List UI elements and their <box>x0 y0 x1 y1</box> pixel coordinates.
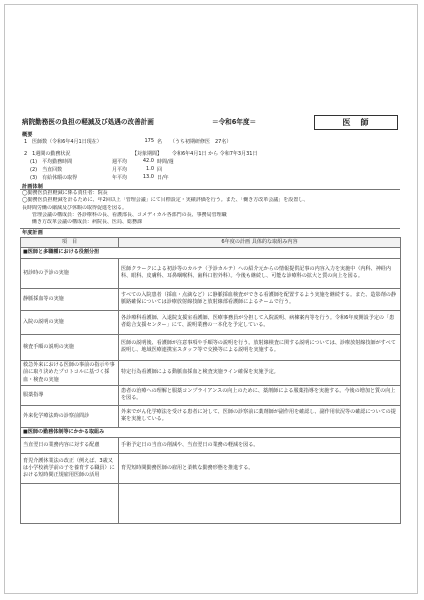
item-label: (1) 平均勤務時間 <box>30 159 73 165</box>
row-content: 特定行為看護師による動脈血採血と検査実施ライン確保を実施予定。 <box>119 360 401 385</box>
item-basis: 週平均 <box>112 159 128 165</box>
row-item: 服薬指導 <box>21 385 119 405</box>
row-item: 当直翌日の業務内容に対する配慮 <box>21 438 119 454</box>
empty-cell <box>21 484 119 524</box>
system-line: 長時間労働の縮減及び休暇の取得促進を図る。 <box>22 204 128 211</box>
table-row <box>21 385 401 405</box>
system-line: 管理会議の構成員：各診療科の長、看護部長、コメディカル各部門の長、事務局管理職 <box>22 211 227 218</box>
overview-heading: 概要 <box>22 132 33 138</box>
item-label: (3) 有給休暇の取得 <box>30 175 78 181</box>
system-text-block <box>20 190 400 227</box>
doctor-count-unit: 名 <box>157 139 163 145</box>
item-value: 42.0 <box>142 158 154 164</box>
item-unit: 日/年 <box>157 175 169 181</box>
item-basis: 年平均 <box>112 175 128 181</box>
row-content: 各診療科看護師、入退院支援室看護師、医療事務員が分担して入院説明、病棟案内等を行う。令和6年度開設予定の「患者総合支援センター」にて、説明業務の一本化を予定している。 <box>119 310 401 334</box>
doctor-count-label: 1 医師数（令和6年4月1日現在） <box>24 139 102 145</box>
row-content: すべての入院患者（採血・点滴など）に静脈採血検査ができる看護師を配置するよう実施を継続する。また、造影剤の静脈路確保については診療放射線技師と放射線部看護師によるチームで行う。 <box>119 288 401 310</box>
plan-heading: 年度計画 <box>22 230 43 236</box>
doctor-count-value: 175 <box>144 138 154 144</box>
period-label: 【対象期間】 <box>132 151 163 157</box>
row-item: 育児介護休業法の改正（例えば、3歳又は小学校就学前の子を養育する職員）における短時間正規雇用医師の活用 <box>21 454 119 484</box>
row-content: 外来でがん化学療法を受ける患者に対して、医師の診察前に薬剤師が副作用を確認し、副作用状況等の確認についての提案を実施している。 <box>119 405 401 427</box>
item-unit: 時間/週 <box>157 159 174 165</box>
divider <box>20 228 400 229</box>
empty-cell <box>119 484 401 524</box>
table-row <box>21 360 401 385</box>
row-item: 救急外来における医師の事前の指示や事前に取り決めたプロトコルに基づく採血・検査の実施 <box>21 360 119 385</box>
table-row <box>21 310 401 334</box>
section-heading: ■医師の勤務体制等にかかる取組み <box>21 427 401 437</box>
row-item: 初診時の予診の実施 <box>21 258 119 288</box>
table-row <box>21 405 401 427</box>
doctor-count-note: （うち初期研修医 27名） <box>170 139 232 145</box>
item-unit: 回 <box>157 167 163 173</box>
work-status-label: 2 1週間の勤務状況 <box>24 151 71 157</box>
document-title: 病院勤務医の負担の軽減及び処遇の改善計画 <box>22 118 154 126</box>
table-row <box>21 438 401 454</box>
system-line: ◯勤務医負担軽減に係る責任者：院長 <box>22 190 108 196</box>
section-heading: ■医師と多職種における役割分担 <box>21 248 401 258</box>
row-content: 医師の説明後、看護師が注意事項や手順等の説明を行う。放射線検査に関する説明については、診療放射線技師がすべて説明し、地域医療連携室スタッフ等で交換等による説明を実施する。 <box>119 334 401 360</box>
period-value: 令和6年4月1日 から 令和7年3月31日 <box>172 151 258 157</box>
system-line: ◯勤務医負担軽減を計るために、年2回以上「管理会議」にて目標設定・実績評価を行う。また、「働き方改革会議」を設置し、 <box>22 197 309 204</box>
table-row <box>21 454 401 484</box>
fiscal-year: ＝令和6年度＝ <box>212 118 257 126</box>
column-header-item: 項 目 <box>21 238 119 248</box>
row-content: 患者の治療への理解と服薬コンプライアンスの向上のために、薬剤師による服薬指導を実施する。今後の増加と質の向上を図る。 <box>119 385 401 405</box>
row-item: 入院の説明の実施 <box>21 310 119 334</box>
system-line: 働き方改革会議の構成員：病院長、医局、総務課 <box>22 219 143 226</box>
table-row <box>21 258 401 288</box>
section-row <box>21 248 401 258</box>
row-content: 医師クラークによる初診等のカルテ（予診カルテ）への紹介元からの情報提供記事の内容入力を実施中（内科、神経内科、眼科、皮膚科、耳鼻咽喉科、歯科口腔外科）。今後も継続し、可能な診療科の拡大と質の向上を図る。 <box>119 258 401 288</box>
item-value: 1.0 <box>146 166 154 172</box>
item-value: 13.0 <box>142 174 154 180</box>
table-row <box>21 334 401 360</box>
table-row <box>21 288 401 310</box>
row-item: 外来化学療法時の診察前問診 <box>21 405 119 427</box>
row-item: 静脈採血等の実施 <box>21 288 119 310</box>
column-header-content: 6年度の計画 具体的な取組み内容 <box>119 238 401 248</box>
row-item: 検査手順の説明の実施 <box>21 334 119 360</box>
plan-table <box>20 237 401 524</box>
system-heading: 計画体制 <box>22 184 43 190</box>
item-basis: 月平均 <box>112 167 128 173</box>
section-row <box>21 427 401 437</box>
category-box: 医 師 <box>314 115 398 130</box>
row-content: 手術予定日の当直の削減や、当直翌日の業務の軽減を図る。 <box>119 438 401 454</box>
table-header-row <box>21 238 401 248</box>
item-label: (2) 当直回数 <box>30 167 63 173</box>
row-content: 育児短時間勤務医師の雇用と柔軟な勤務形態を推進する。 <box>119 454 401 484</box>
empty-row <box>21 484 401 524</box>
